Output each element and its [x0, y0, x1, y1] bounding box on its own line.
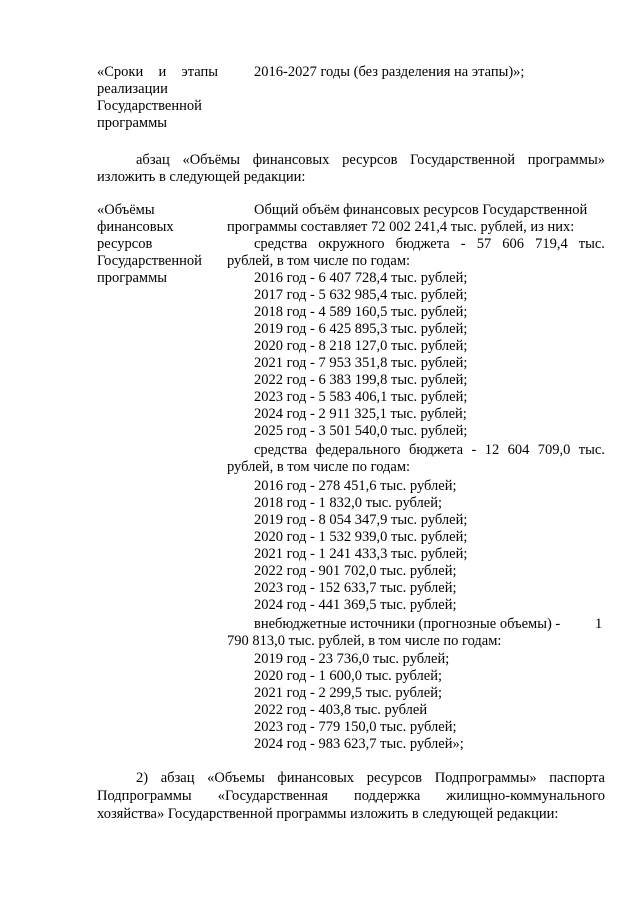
word: «Государственная [217, 788, 328, 804]
word: тыс. [578, 236, 605, 252]
word: - [471, 442, 477, 458]
word: окружного [318, 236, 385, 252]
block1-value: 2016-2027 годы (без разделения на этапы)»; [254, 64, 525, 80]
word: бюджета [408, 442, 464, 458]
extra-year: 2021 год - 2 299,5 тыс. рублей; [254, 685, 442, 701]
federal-year: 2024 год - 441 369,5 тыс. рублей; [254, 597, 457, 613]
federal-line2: рублей, в том числе по годам: [227, 459, 411, 475]
para1-line1 [136, 152, 605, 169]
district-year: 2023 год - 5 583 406,1 тыс. рублей; [254, 389, 468, 405]
word: 604 [507, 442, 530, 458]
word: Подпрограммы [97, 788, 192, 804]
word: поддержка [353, 788, 421, 804]
federal-line1 [254, 442, 605, 459]
district-year: 2017 год - 5 632 985,4 тыс. рублей; [254, 287, 468, 303]
word: паспорта [549, 770, 605, 786]
word: абзац [160, 770, 195, 786]
extra-year: 2020 год - 1 600,0 тыс. рублей; [254, 668, 442, 684]
extra-year: 2022 год - 403,8 тыс. рублей [254, 702, 428, 718]
federal-year: 2021 год - 1 241 433,3 тыс. рублей; [254, 546, 468, 562]
extra-year: 2019 год - 23 736,0 тыс. рублей; [254, 651, 450, 667]
district-line2: рублей, в том числе по годам: [227, 253, 411, 269]
word: ресурсов [366, 770, 423, 786]
district-year: 2025 год - 3 501 540,0 тыс. рублей; [254, 423, 468, 439]
word: средства [254, 442, 308, 458]
word: «Сроки [97, 64, 144, 80]
word: «Объемы [207, 770, 265, 786]
word: 719,4 [535, 236, 568, 252]
word: абзац [136, 152, 170, 168]
block2-label-line4: Государственной [97, 253, 202, 269]
word: этапы [181, 64, 218, 80]
district-line1 [254, 236, 605, 253]
block2-label-line2: финансовых [97, 219, 174, 235]
federal-year: 2020 год - 1 532 939,0 тыс. рублей; [254, 529, 468, 545]
para2-line2 [97, 788, 605, 805]
para2-line1 [136, 770, 605, 787]
word: 12 [484, 442, 500, 458]
total-line1: Общий объём финансовых ресурсов Государственной [254, 202, 588, 218]
word: «Объёмы [182, 152, 241, 168]
block1-label-line4: программы [97, 115, 167, 131]
total-line2: программы составляет 72 002 241,4 тыс. рублей, из них: [227, 219, 575, 235]
word: Государственной [410, 152, 515, 168]
word: финансовых [277, 770, 355, 786]
block2-label-line3: ресурсов [97, 236, 153, 252]
word: 57 [476, 236, 492, 252]
district-year: 2021 год - 7 953 351,8 тыс. рублей; [254, 355, 468, 371]
federal-year: 2022 год - 901 702,0 тыс. рублей; [254, 563, 457, 579]
federal-year: 2023 год - 152 633,7 тыс. рублей; [254, 580, 457, 596]
block1-label-line2: реализации [97, 81, 168, 97]
word: программы» [527, 152, 605, 168]
extra-line1: внебюджетные источники (прогнозные объемы) - [254, 616, 561, 632]
district-year: 2016 год - 6 407 728,4 тыс. рублей; [254, 270, 468, 286]
federal-year: 2018 год - 1 832,0 тыс. рублей; [254, 495, 442, 511]
district-year: 2024 год - 2 911 325,1 тыс. рублей; [254, 406, 467, 422]
extra-year: 2024 год - 983 623,7 тыс. рублей»; [254, 736, 464, 752]
word: финансовых [252, 152, 330, 168]
word: тыс. [578, 442, 605, 458]
block1-label-line3: Государственной [97, 98, 202, 114]
word: - [460, 236, 466, 252]
para1-line2: изложить в следующей редакции: [97, 169, 306, 185]
word: ресурсов [342, 152, 398, 168]
word: 2) [136, 770, 149, 786]
district-year: 2018 год - 4 589 160,5 тыс. рублей; [254, 304, 468, 320]
extra-year: 2023 год - 779 150,0 тыс. рублей; [254, 719, 457, 735]
district-year: 2022 год - 6 383 199,8 тыс. рублей; [254, 372, 468, 388]
federal-year: 2019 год - 8 054 347,9 тыс. рублей; [254, 512, 468, 528]
block2-label-line5: программы [97, 270, 167, 286]
federal-year: 2016 год - 278 451,6 тыс. рублей; [254, 478, 457, 494]
word: и [158, 64, 167, 80]
word: жилищно-коммунального [446, 788, 605, 804]
extra-line1-end: 1 [595, 616, 603, 632]
block2-label-line1: «Объёмы [97, 202, 155, 218]
word: бюджета [395, 236, 450, 252]
word: Подпрограммы» [434, 770, 537, 786]
word: федерального [315, 442, 401, 458]
block1-label-line1 [97, 64, 218, 81]
word: средства [254, 236, 308, 252]
district-year: 2020 год - 8 218 127,0 тыс. рублей; [254, 338, 468, 354]
district-year: 2019 год - 6 425 895,3 тыс. рублей; [254, 321, 468, 337]
word: 606 [502, 236, 525, 252]
word: 709,0 [537, 442, 571, 458]
para2-line3: хозяйства» Государственной программы изложить в следующей редакции: [97, 806, 559, 822]
extra-line2: 790 813,0 тыс. рублей, в том числе по годам: [227, 633, 502, 649]
